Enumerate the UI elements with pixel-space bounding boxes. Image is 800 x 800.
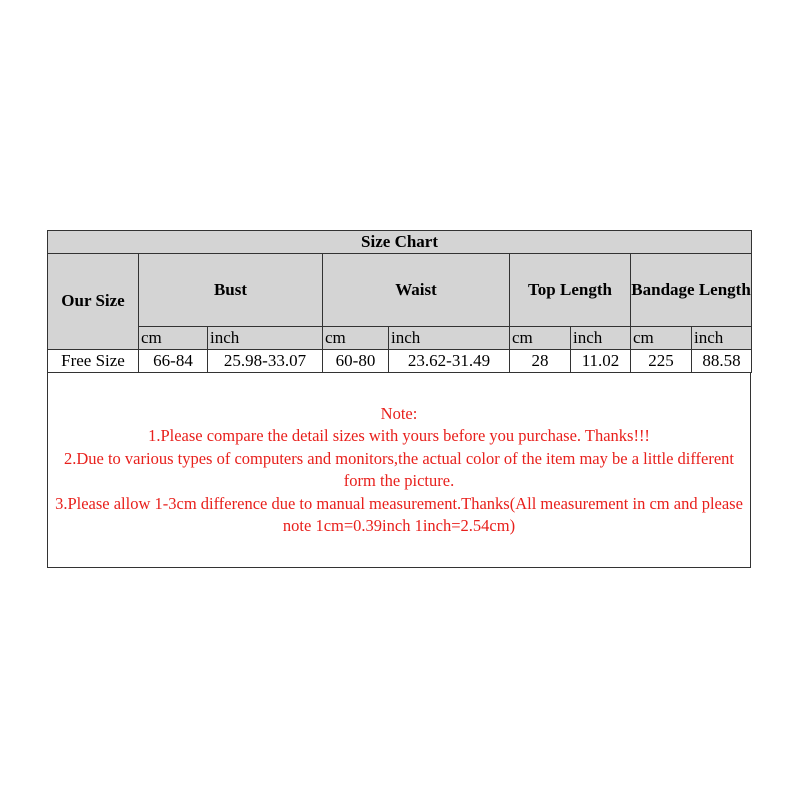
unit-cell: cm [139,327,208,350]
note-line-1: 1.Please compare the detail sizes with yours before you purchase. Thanks!!! [148,426,650,445]
unit-cell: cm [510,327,571,350]
waist-header: Waist [323,254,510,327]
note-box [47,373,751,568]
table-row [48,350,752,373]
note-heading: Note: [380,403,418,423]
size-label: Free Size [48,350,139,373]
unit-cell: cm [631,327,692,350]
table-cell: 88.58 [692,350,752,373]
size-column-header: Our Size [48,254,139,350]
table-cell: 60-80 [323,350,389,373]
table-cell: 225 [631,350,692,373]
unit-cell: inch [692,327,752,350]
table-cell: 66-84 [139,350,208,373]
note-line-2: 2.Due to various types of computers and monitors,the actual color of the item may be a little different form the picture. [63,448,735,490]
table-cell: 23.62-31.49 [389,350,510,373]
table-cell: 11.02 [571,350,631,373]
size-chart [47,230,751,568]
table-cell: 28 [510,350,571,373]
top-length-header: Top Length [510,254,631,327]
note-line-3: 3.Please allow 1-3cm difference due to manual measurement.Thanks(All measurement in cm and please note 1cm=0.39inch 1inch=2.54cm) [55,493,743,535]
unit-cell: inch [208,327,323,350]
unit-cell: inch [389,327,510,350]
unit-cell: cm [323,327,389,350]
bandage-length-header: Bandage Length [631,254,752,327]
unit-cell: inch [571,327,631,350]
size-table [47,230,752,373]
table-title: Size Chart [48,231,752,254]
table-cell: 25.98-33.07 [208,350,323,373]
bust-header: Bust [139,254,323,327]
